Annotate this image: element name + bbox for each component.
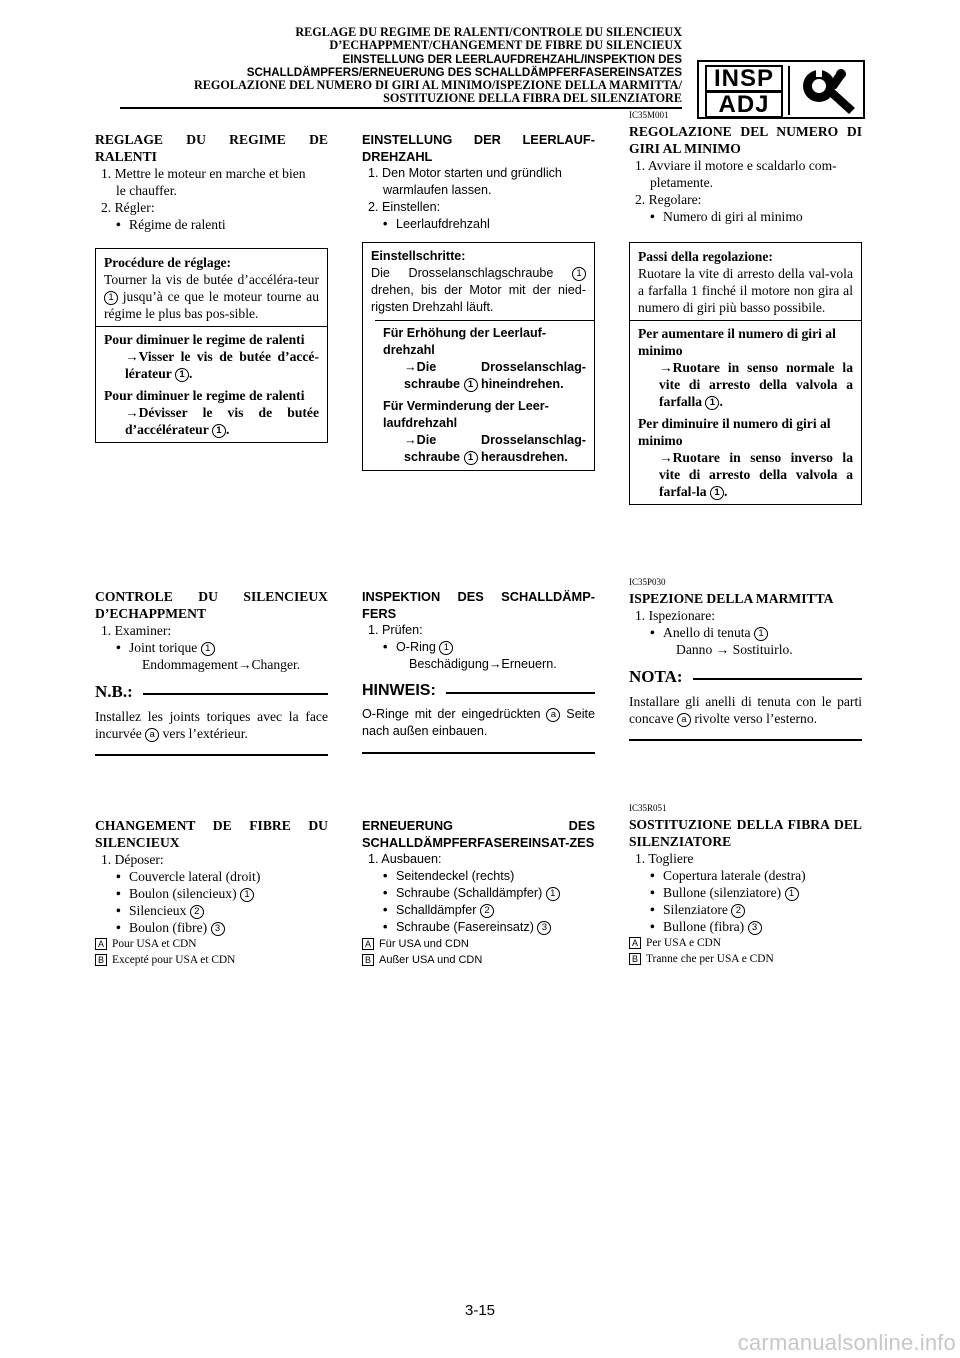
it-adjust-box — [629, 242, 862, 505]
fr-idle-section — [95, 131, 328, 233]
note-end-rule — [629, 739, 862, 741]
note-end-rule — [362, 752, 595, 754]
header-line: REGOLAZIONE DEL NUMERO DI GIRI AL MINIMO/ISPEZIONE DELLA MARMITTA/ — [193, 78, 682, 93]
header-line: REGLAGE DU REGIME DE RALENTI/CONTROLE DU SILENCIEUX — [295, 25, 682, 39]
header-line: D’ECHAPPMENT/CHANGEMENT DE FIBRE DU SILENCIEUX — [329, 38, 682, 53]
part-3-marker: 3 — [211, 922, 225, 936]
de-box-inc-end: hineindrehen. — [481, 377, 564, 391]
part-1-marker: 1 — [710, 486, 724, 500]
tab-divider — [788, 66, 790, 115]
part-1-marker: 1 — [464, 378, 478, 392]
fr-idle-step1-cont: le chauffer. — [116, 183, 177, 198]
fr-box-dec-text: →Visser le vis de butée d’accé-lérateur — [125, 349, 319, 381]
de-note-heading — [362, 682, 595, 700]
footnote-a-marker: A — [362, 938, 374, 950]
part-1-marker: 1 — [240, 888, 254, 902]
it-section-code: IC35R051 — [629, 803, 667, 813]
part-1-marker: 1 — [785, 887, 799, 901]
de-insp-sub: Beschädigung→Erneuern. — [409, 657, 557, 671]
de-box-title: Einstellschritte: — [371, 249, 466, 263]
de-idle-step1-cont: warmlaufen lassen. — [383, 183, 492, 197]
it-section-code: IC35M001 — [629, 110, 669, 120]
part-1-marker: 1 — [201, 642, 215, 656]
it-fib-b4: Bullone (fibra) — [663, 919, 745, 934]
period: . — [188, 366, 193, 381]
de-box-text: Die Drosselanschlagschraube — [371, 266, 554, 280]
part-1-marker: 1 — [754, 627, 768, 641]
footnote-a-marker: A — [629, 937, 641, 949]
it-fib-b1: • Copertura laterale (destra) — [629, 867, 862, 884]
marker-a: a — [546, 708, 560, 722]
header-line: SCHALLDÄMPFERS/ERNEUERUNG DES SCHALLDÄMPFERFASEREINSATZES — [246, 65, 682, 79]
it-note-label: NOTA: — [629, 667, 683, 686]
header-line: EINSTELLUNG DER LEERLAUFDREHZAHL/INSPEKTION DES — [342, 52, 682, 66]
de-box-inc-head: Für Erhöhung der Leerlauf-drehzahl — [383, 326, 547, 357]
wrench-icon — [797, 64, 859, 116]
de-insp-step: 1. Prüfen: — [368, 623, 423, 637]
fr-fib-step: 1. Déposer: — [101, 852, 164, 867]
fr-note-text: Installez les joints toriques avec la face incurvée — [95, 709, 328, 741]
fr-fib-b3: Silencieux — [129, 903, 187, 918]
de-fib-b3: Schalldämpfer — [396, 903, 477, 917]
it-fib-b2: Bullone (silenziatore) — [663, 885, 782, 900]
fr-box-inc-head: Pour diminuer le regime de ralenti — [104, 388, 305, 403]
it-fiber-section — [629, 803, 862, 967]
fr-note-text-2: vers l’extérieur. — [162, 726, 248, 741]
part-2-marker: 2 — [190, 905, 204, 919]
de-box-inc-text: →Die Drosselanschlag-schraube — [404, 360, 586, 391]
it-box-text: Ruotare la vite di arresto della val-vola a farfalla 1 finché il motore non gira al numero di giri più basso possibile. — [638, 266, 853, 315]
fr-idle-bullet: • Régime de ralenti — [95, 216, 328, 233]
fr-foot-a: Pour USA et CDN — [112, 938, 197, 950]
watermark: carmanualsonline.info — [737, 1330, 956, 1355]
period: . — [723, 484, 728, 499]
de-fib-step: 1. Ausbauen: — [368, 852, 442, 866]
footnote-b-marker: B — [629, 953, 641, 965]
fr-idle-title: REGLAGE DU REGIME DE RALENTI — [95, 132, 328, 164]
tab-label-insp: INSP — [705, 65, 783, 92]
it-fib-step: 1. Togliere — [635, 851, 694, 866]
it-foot-a: Per USA e CDN — [646, 937, 721, 949]
period: . — [225, 422, 230, 437]
de-fib-title: ERNEUERUNG DES SCHALLDÄMPFERFASEREINSAT-ZES — [362, 818, 595, 850]
de-insp-title: INSPEKTION DES SCHALLDÄMP-FERS — [362, 589, 595, 621]
it-box-inc-text: →Ruotare in senso normale la vite di arresto della valvola a farfalla — [659, 360, 853, 409]
it-note-text: Installare gli anelli di tenuta con le parti concave — [629, 694, 862, 726]
part-1-marker: 1 — [104, 291, 118, 305]
de-idle-section — [362, 131, 595, 233]
fr-idle-step2: 2. Régler: — [101, 200, 155, 215]
it-insp-bullet: Anello di tenuta — [663, 625, 751, 640]
it-idle-step1-cont: pletamente. — [650, 175, 714, 190]
de-idle-step2: 2. Einstellen: — [368, 200, 441, 214]
part-3-marker: 3 — [748, 921, 762, 935]
it-insp-step: 1. Ispezionare: — [635, 608, 716, 623]
de-box-dec-end: herausdrehen. — [481, 450, 568, 464]
part-1-marker: 1 — [175, 368, 189, 382]
de-box-dec-head: Für Verminderung der Leer-laufdrehzahl — [383, 399, 549, 430]
fr-insp-step: 1. Examiner: — [101, 623, 172, 638]
fr-box-text: Tourner la vis de butée d’accéléra-teur — [104, 272, 319, 287]
part-1-marker: 1 — [464, 451, 478, 465]
period: . — [719, 394, 723, 409]
it-insp-sub: Danno → Sostituirlo. — [676, 642, 793, 657]
part-1-marker: 1 — [546, 887, 560, 901]
footnote-a-marker: A — [95, 938, 107, 950]
fr-insp-title: CONTROLE DU SILENCIEUX D’ECHAPPMENT — [95, 589, 328, 621]
fr-box-text-2: jusqu’à ce que le moteur tourne au régime le plus bas pos-sible. — [104, 289, 319, 321]
marker-a: a — [677, 713, 691, 727]
part-1-marker: 1 — [572, 267, 586, 281]
part-1-marker: 1 — [439, 641, 453, 655]
it-idle-bullet: • Numero di giri al minimo — [629, 208, 862, 225]
fr-fib-b1: • Couvercle lateral (droit) — [95, 868, 328, 885]
de-foot-a: Für USA und CDN — [379, 938, 469, 950]
part-2-marker: 2 — [480, 904, 494, 918]
footnote-b-marker: B — [95, 954, 107, 966]
fr-fib-b4: Boulon (fibre) — [129, 920, 208, 935]
part-3-marker: 3 — [537, 921, 551, 935]
fr-fib-title: CHANGEMENT DE FIBRE DU SILENCIEUX — [95, 818, 328, 850]
it-section-code: IC35P030 — [629, 577, 666, 587]
it-idle-section — [629, 110, 862, 225]
part-1-marker: 1 — [212, 424, 226, 438]
de-box-text-2: drehen, bis der Motor mit der nied-rigsten Drehzahl läuft. — [371, 283, 586, 314]
de-fib-b4: Schraube (Fasereinsatz) — [396, 920, 534, 934]
it-box-title: Passi della regolazione: — [638, 249, 773, 264]
header-line: SOSTITUZIONE DELLA FIBRA DEL SILENZIATORE — [383, 91, 682, 106]
fr-box-title: Procédure de réglage: — [104, 255, 232, 270]
de-adjust-box — [362, 242, 595, 471]
marker-a: a — [145, 728, 159, 742]
it-box-inc-head: Per aumentare il numero di giri al minimo — [638, 326, 836, 358]
page-number: 3-15 — [464, 1302, 496, 1319]
note-end-rule — [95, 754, 328, 756]
it-insp-section — [629, 577, 862, 741]
de-note-text-2: Seite nach außen einbauen. — [362, 707, 596, 738]
de-note-label: HINWEIS: — [362, 682, 436, 699]
it-box-dec-text: →Ruotare in senso inverso la vite di arresto della valvola a farfal-la — [659, 450, 853, 499]
fr-note-label: N.B.: — [95, 682, 133, 701]
page-header — [120, 26, 682, 106]
it-fib-b3: Silenziatore — [663, 902, 728, 917]
it-note-text-2: rivolte verso l’esterno. — [694, 711, 818, 726]
tab-label-adj: ADJ — [705, 91, 783, 118]
de-fib-b2: Schraube (Schalldämpfer) — [396, 886, 543, 900]
it-note-heading — [629, 667, 862, 687]
de-fiber-section — [362, 817, 595, 968]
fr-insp-sub: Endommagement→Changer. — [142, 657, 301, 672]
fr-insp-bullet: Joint torique — [129, 640, 198, 655]
fr-idle-step1: 1. Mettre le moteur en marche et bien — [101, 166, 306, 181]
de-insp-bullet: O-Ring — [396, 640, 436, 654]
de-idle-bullet: • Leerlaufdrehzahl — [362, 216, 595, 233]
fr-note-heading — [95, 682, 328, 702]
header-rule — [120, 107, 682, 109]
it-foot-b: Tranne che per USA e CDN — [646, 953, 774, 965]
part-2-marker: 2 — [731, 904, 745, 918]
de-box-dec-text: →Die Drosselanschlag-schraube — [404, 433, 586, 464]
de-insp-section — [362, 588, 595, 754]
it-idle-step1: 1. Avviare il motore e scaldarlo com- — [635, 158, 837, 173]
fr-fiber-section — [95, 817, 328, 968]
part-1-marker: 1 — [705, 396, 719, 410]
footnote-b-marker: B — [362, 954, 374, 966]
fr-foot-b: Excepté pour USA et CDN — [112, 954, 236, 966]
de-fib-b1: • Seitendeckel (rechts) — [362, 868, 595, 885]
it-idle-step2: 2. Regolare: — [635, 192, 702, 207]
de-idle-step1: 1. Den Motor starten und gründlich — [368, 166, 562, 180]
fr-insp-section — [95, 588, 328, 756]
it-box-dec-head: Per diminuire il numero di giri al minimo — [638, 416, 831, 448]
fr-fib-b2: Boulon (silencieux) — [129, 886, 237, 901]
fr-box-inc-text: →Dévisser le vis de butée d’accélérateur — [125, 405, 319, 437]
it-idle-title: REGOLAZIONE DEL NUMERO DI GIRI AL MINIMO — [629, 124, 862, 156]
de-note-text: O-Ringe mit der eingedrückten — [362, 707, 541, 721]
it-fib-title: SOSTITUZIONE DELLA FIBRA DEL SILENZIATORE — [629, 817, 862, 849]
de-idle-title: EINSTELLUNG DER LEERLAUF-DREHZAHL — [362, 132, 595, 164]
fr-adjust-box — [95, 248, 328, 443]
fr-box-dec-head: Pour diminuer le regime de ralenti — [104, 332, 305, 347]
it-insp-title: ISPEZIONE DELLA MARMITTA — [629, 591, 834, 606]
de-foot-b: Außer USA und CDN — [379, 954, 483, 966]
